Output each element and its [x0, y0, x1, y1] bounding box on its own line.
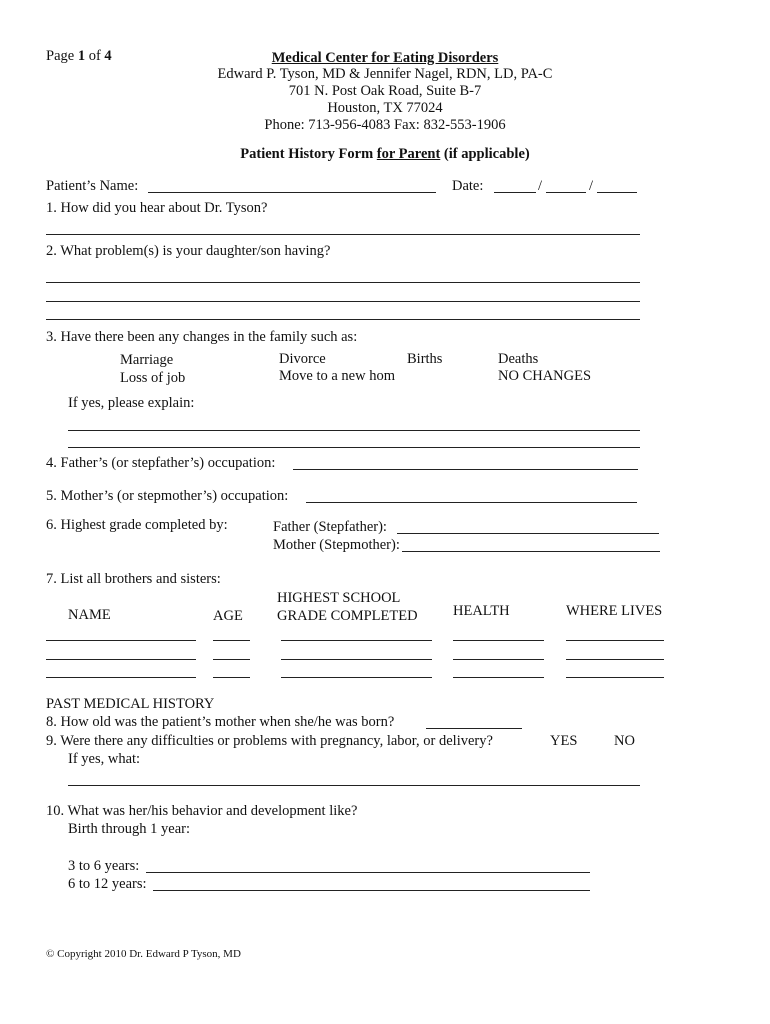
- column-age: AGE: [213, 608, 243, 624]
- question-4: 4. Father’s (or stepfather’s) occupation:: [46, 455, 276, 471]
- column-school-2: GRADE COMPLETED: [277, 608, 418, 624]
- age-3-6-label: 3 to 6 years:: [68, 858, 140, 874]
- page-label: [46, 48, 112, 65]
- sibling-grade-field[interactable]: [281, 643, 432, 660]
- date-day-field[interactable]: [546, 176, 586, 193]
- question-7: 7. List all brothers and sisters:: [46, 571, 221, 587]
- sibling-health-field[interactable]: [453, 624, 544, 641]
- q1-answer-field[interactable]: [46, 218, 640, 235]
- sibling-location-field[interactable]: [566, 661, 664, 678]
- mother-occupation-field[interactable]: [306, 486, 637, 503]
- date-separator: /: [589, 178, 594, 194]
- q9-followup-field[interactable]: [68, 769, 640, 786]
- patient-name-field[interactable]: [148, 176, 436, 193]
- column-health: HEALTH: [453, 603, 510, 619]
- father-occupation-field[interactable]: [293, 453, 638, 470]
- father-grade-label: Father (Stepfather):: [273, 519, 387, 535]
- mother-grade-field[interactable]: [402, 535, 660, 552]
- q3-explain-line1[interactable]: [68, 414, 640, 431]
- form-title: [135, 146, 635, 163]
- form-title-part2: for Parent: [376, 146, 441, 162]
- mother-age-field[interactable]: [426, 712, 522, 729]
- option-births[interactable]: Births: [407, 351, 443, 367]
- sibling-age-field[interactable]: [213, 624, 250, 641]
- option-loss-of-job[interactable]: Loss of job: [120, 370, 186, 386]
- date-label: Date:: [452, 178, 484, 194]
- q2-answer-line1[interactable]: [46, 266, 640, 283]
- question-8: 8. How old was the patient’s mother when she/he was born?: [46, 714, 395, 730]
- sibling-name-field[interactable]: [46, 661, 196, 678]
- form-title-part1: Patient History Form: [240, 146, 377, 162]
- sibling-name-field[interactable]: [46, 643, 196, 660]
- sibling-health-field[interactable]: [453, 661, 544, 678]
- page-prefix: Page: [46, 48, 78, 64]
- sibling-location-field[interactable]: [566, 643, 664, 660]
- question-3: 3. Have there been any changes in the family such as:: [46, 329, 358, 345]
- q3-explain-label: If yes, please explain:: [68, 395, 195, 411]
- question-2: 2. What problem(s) is your daughter/son having?: [46, 243, 331, 259]
- option-deaths[interactable]: Deaths: [498, 351, 539, 367]
- form-title-part3: (if applicable): [440, 146, 530, 162]
- birth-year-label: Birth through 1 year:: [68, 821, 191, 837]
- question-6: 6. Highest grade completed by:: [46, 517, 228, 533]
- column-where-lives: WHERE LIVES: [566, 603, 663, 619]
- column-name: NAME: [68, 607, 111, 623]
- option-move[interactable]: Move to a new hom: [279, 368, 395, 384]
- contact-line: Phone: 713-956-4083 Fax: 832-553-1906: [264, 117, 506, 133]
- option-marriage[interactable]: Marriage: [120, 352, 174, 368]
- date-month-field[interactable]: [494, 176, 536, 193]
- staff-names: Edward P. Tyson, MD & Jennifer Nagel, RDN, LD, PA-C: [217, 66, 553, 82]
- date-separator: /: [538, 178, 543, 194]
- q9-no-option[interactable]: NO: [614, 733, 635, 749]
- option-divorce[interactable]: Divorce: [279, 351, 326, 367]
- age-6-12-field[interactable]: [153, 874, 590, 891]
- sibling-age-field[interactable]: [213, 661, 250, 678]
- q3-explain-line2[interactable]: [68, 431, 640, 448]
- address-line2: Houston, TX 77024: [327, 100, 443, 116]
- age-3-6-field[interactable]: [146, 856, 590, 873]
- q9-yes-option[interactable]: YES: [550, 733, 578, 749]
- sibling-health-field[interactable]: [453, 643, 544, 660]
- past-medical-heading: PAST MEDICAL HISTORY: [46, 696, 215, 712]
- sibling-location-field[interactable]: [566, 624, 664, 641]
- question-5: 5. Mother’s (or stepmother’s) occupation:: [46, 488, 289, 504]
- patient-name-label: Patient’s Name:: [46, 178, 139, 194]
- page-number: 1: [77, 48, 86, 64]
- page-total: 4: [104, 48, 112, 64]
- question-10: 10. What was her/his behavior and development like?: [46, 803, 358, 819]
- option-no-changes[interactable]: NO CHANGES: [498, 368, 592, 384]
- sibling-age-field[interactable]: [213, 643, 250, 660]
- sibling-grade-field[interactable]: [281, 624, 432, 641]
- q9-followup-label: If yes, what:: [68, 751, 141, 767]
- q2-answer-line2[interactable]: [46, 285, 640, 302]
- father-grade-field[interactable]: [397, 517, 659, 534]
- sibling-grade-field[interactable]: [281, 661, 432, 678]
- page-of: of: [85, 48, 105, 64]
- sibling-name-field[interactable]: [46, 624, 196, 641]
- question-1: 1. How did you hear about Dr. Tyson?: [46, 200, 268, 216]
- mother-grade-label: Mother (Stepmother):: [273, 537, 400, 553]
- org-name: Medical Center for Eating Disorders: [271, 50, 499, 66]
- question-9: 9. Were there any difficulties or problems with pregnancy, labor, or delivery?: [46, 733, 493, 749]
- address-line1: 701 N. Post Oak Road, Suite B-7: [288, 83, 482, 99]
- copyright-footer: © Copyright 2010 Dr. Edward P Tyson, MD: [46, 948, 241, 960]
- date-year-field[interactable]: [597, 176, 637, 193]
- age-6-12-label: 6 to 12 years:: [68, 876, 147, 892]
- q2-answer-line3[interactable]: [46, 303, 640, 320]
- column-school-1: HIGHEST SCHOOL: [277, 590, 401, 606]
